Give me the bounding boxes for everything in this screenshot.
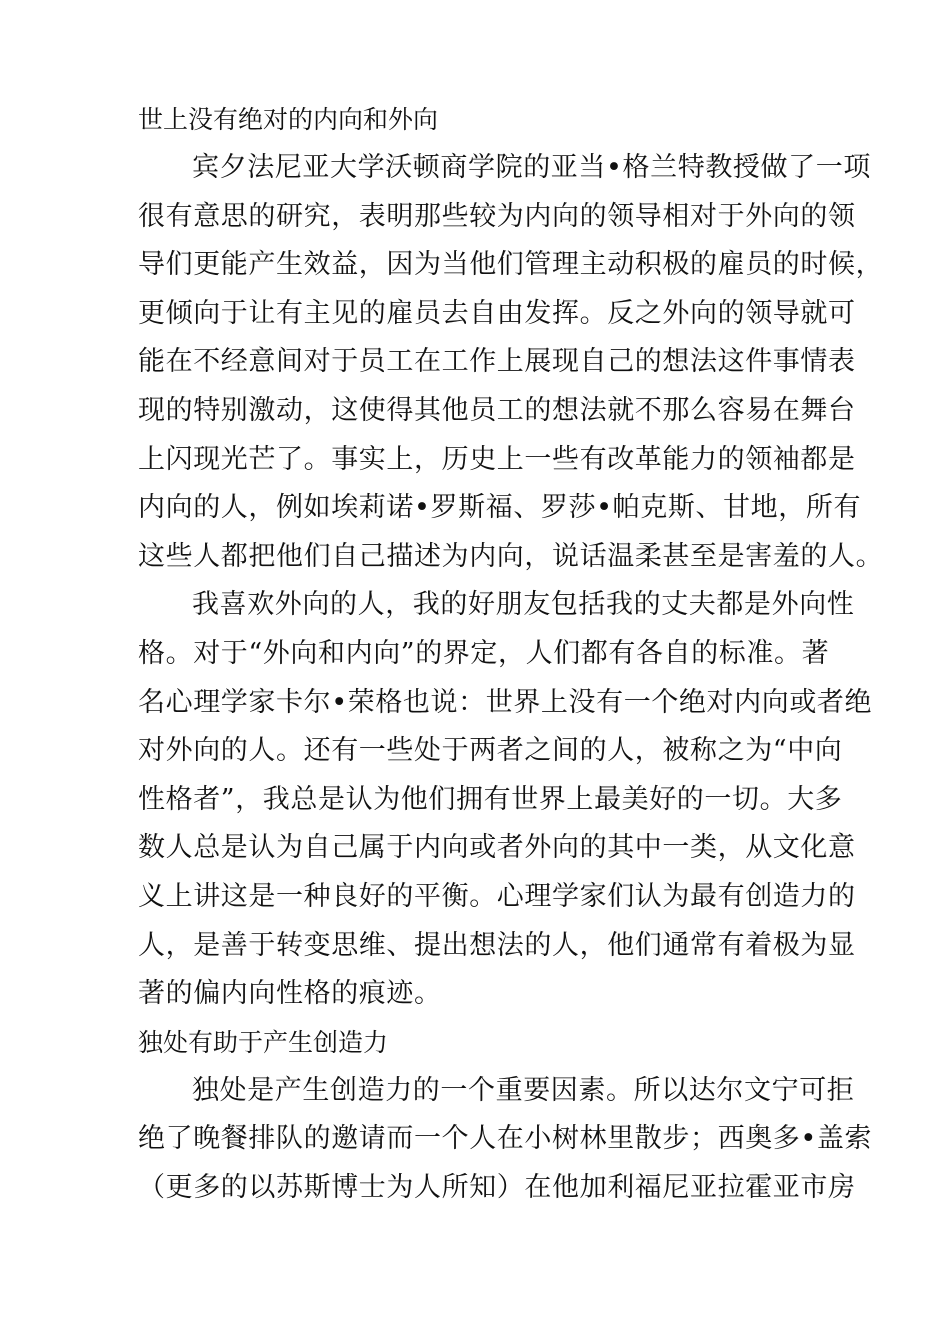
text-line: 能在不经意间对于员工在工作上展现自己的想法这件事情表 (138, 346, 856, 378)
paragraph-solitude (138, 1067, 873, 1213)
text-line: 人，是善于转变思维、提出想法的人，他们通常有着极为显 (138, 929, 856, 961)
text-line: 更倾向于让有主见的雇员去自由发挥。反之外向的领导就可 (138, 297, 856, 329)
text-line: 性格者”，我总是认为他们拥有世界上最美好的一切。大多 (138, 783, 843, 815)
text-line: 现的特别激动，这使得其他员工的想法就不那么容易在舞台 (138, 394, 856, 426)
text-line: 独处是产生创造力的一个重要因素。所以达尔文宁可拒 (192, 1074, 855, 1106)
text-line: 名心理学家卡尔•荣格也说：世界上没有一个绝对内向或者绝 (138, 686, 873, 718)
text-line: 格。对于“外向和内向”的界定，人们都有各自的标准。著 (138, 637, 830, 669)
text-line: 义上讲这是一种良好的平衡。心理学家们认为最有创造力的 (138, 880, 856, 912)
text-line: 绝了晚餐排队的邀请而一个人在小树林里散步；西奥多•盖索 (138, 1123, 873, 1155)
document-page (138, 96, 884, 1212)
text-line: 著的偏内向性格的痕迹。 (138, 978, 442, 1010)
section-heading-solitude-creativity: 独处有助于产生创造力 (138, 1027, 389, 1057)
text-line: 宾夕法尼亚大学沃顿商学院的亚当•格兰特教授做了一项 (192, 152, 871, 183)
text-line: 这些人都把他们自己描述为内向，说话温柔甚至是害羞的人。 (138, 540, 884, 572)
text-line: 我喜欢外向的人，我的好朋友包括我的丈夫都是外向性 (192, 589, 855, 621)
text-line: 数人总是认为自己属于内向或者外向的其中一类，从文化意 (138, 832, 856, 864)
section-heading-introvert-extrovert: 世上没有绝对的内向和外向 (138, 105, 439, 134)
paragraph-jung-ambivert (138, 581, 873, 1018)
text-line: 导们更能产生效益，因为当他们管理主动积极的雇员的时候， (138, 249, 884, 281)
text-line: 很有意思的研究，表明那些较为内向的领导相对于外向的领 (138, 200, 856, 232)
text-line: （更多的以苏斯博士为人所知）在他加利福尼亚拉霍亚市房 (138, 1171, 856, 1203)
text-line: 上闪现光芒了。事实上，历史上一些有改革能力的领袖都是 (138, 443, 856, 475)
text-line: 对外向的人。还有一些处于两者之间的人，被称之为“中向 (138, 735, 843, 767)
paragraph-grant-research (138, 144, 884, 581)
text-line: 内向的人，例如埃莉诺•罗斯福、罗莎•帕克斯、甘地，所有 (138, 492, 862, 524)
